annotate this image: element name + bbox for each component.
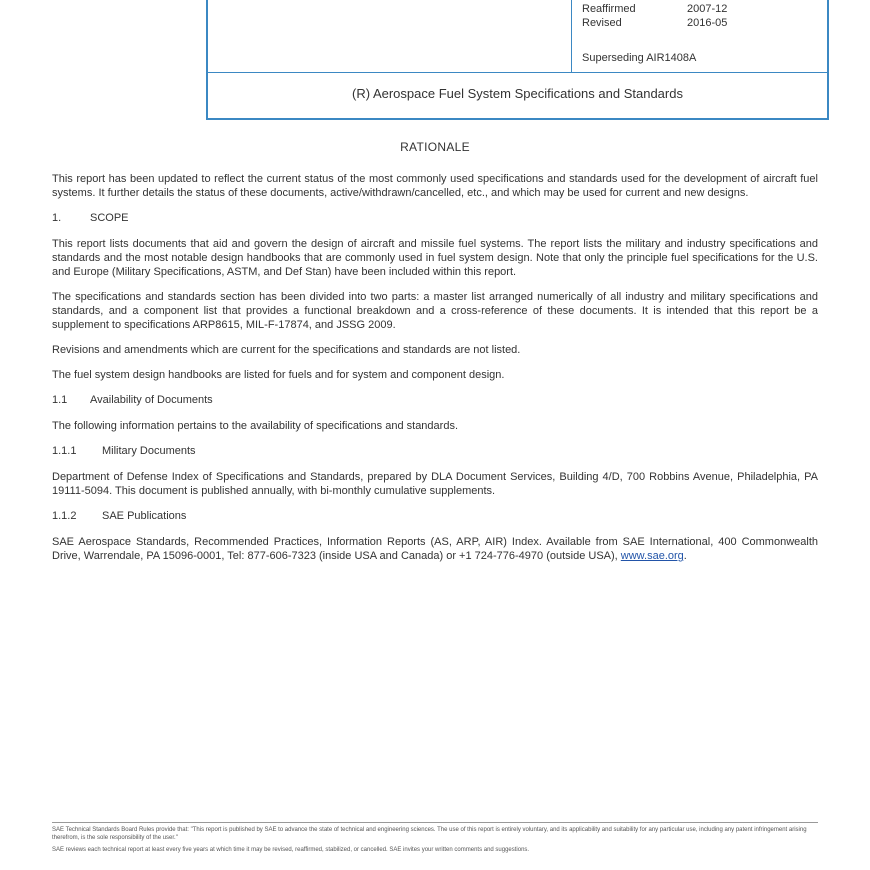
rationale-heading: RATIONALE xyxy=(400,140,470,154)
rationale-text: This report has been updated to reflect the current status of the most commonly used specifications and standards used for the development of aircraft fuel systems. It further details the status of these documents, active/withdrawn/cancelled, etc., and which may be used for current and new designs. xyxy=(52,173,818,199)
section-heading-sae xyxy=(52,509,818,523)
sae-website-link[interactable]: www.sae.org xyxy=(620,550,684,562)
header-divider xyxy=(208,72,827,73)
document-header-box xyxy=(206,0,829,120)
scope-paragraph: The fuel system design handbooks are listed for fuels and for system and component design. xyxy=(52,369,505,381)
section-heading-military xyxy=(52,444,818,458)
scope-paragraph: Revisions and amendments which are current for the specifications and standards are not listed. xyxy=(52,344,521,356)
footer-notice xyxy=(52,826,818,858)
superseding-note: Superseding AIR1408A xyxy=(582,52,697,64)
section-title: SAE Publications xyxy=(102,510,187,522)
footer-line: SAE Technical Standards Board Rules provide that: "This report is published by SAE to advance the state of technical and engineering sciences. The use of this report is entirely voluntary, and its applicability and suitability for any particular use, including any patent infringement arising therefrom, is the sole responsibility of the user." xyxy=(52,827,807,841)
header-meta xyxy=(582,2,727,30)
sae-text-end: . xyxy=(683,550,687,562)
sae-text xyxy=(52,535,818,563)
meta-value: 2007-12 xyxy=(687,3,728,15)
section-title: Availability of Documents xyxy=(90,394,213,406)
scope-paragraph: This report lists documents that aid and govern the design of aircraft and missile fuel systems. The report lists the military and industry specifications and standards and the most notable design handbooks that are commonly used in fuel system design. Note that only the principle fuel specifications for the U.S. and Europe (Military Specifications, ASTM, and Def Stan) have been included within this report. xyxy=(52,238,818,278)
meta-row-revised xyxy=(582,16,727,30)
meta-row-reaffirmed xyxy=(582,2,727,16)
footer-rule xyxy=(52,822,818,823)
meta-label: Revised xyxy=(582,17,622,29)
meta-value: 2016-05 xyxy=(687,17,728,29)
section-heading-scope xyxy=(52,211,818,225)
meta-label: Reaffirmed xyxy=(582,3,636,15)
document-body xyxy=(52,172,818,574)
sae-text-body: SAE Aerospace Standards, Recommended Practices, Information Reports (AS, ARP, AIR) Index. Available from SAE International, 400 Commonwealth Drive, Warrendale, PA 15096-0001, Tel: 877-606-7323 (inside USA and Canada) or +1 724-776-4970 (outside USA), xyxy=(52,536,818,562)
section-number: 1.1.1 xyxy=(52,445,77,457)
header-logo-area xyxy=(208,0,572,72)
military-text: Department of Defense Index of Specifications and Standards, prepared by DLA Document Services, Building 4/D, 700 Robbins Avenue, Philadelphia, PA 19111-5094. This document is published annually, with bi-monthly cumulative supplements. xyxy=(52,471,818,497)
section-title: SCOPE xyxy=(90,212,129,224)
scope-paragraph: The specifications and standards section has been divided into two parts: a master list arranged numerically of all industry and military specifications and standards, and a component list that provides a functional breakdown and a cross-reference of these documents. It is intended that this report be a supplement to specifications ARP8615, MIL-F-17874, and JSSG 2009. xyxy=(52,291,818,331)
section-number: 1.1.2 xyxy=(52,510,77,522)
section-number: 1.1 xyxy=(52,394,68,406)
document-title: (R) Aerospace Fuel System Specifications and Standards xyxy=(352,86,683,101)
section-title: Military Documents xyxy=(102,445,196,457)
section-number: 1. xyxy=(52,212,62,224)
section-heading-availability xyxy=(52,393,818,407)
availability-text: The following information pertains to the availability of specifications and standards. xyxy=(52,420,459,432)
footer-line: SAE reviews each technical report at least every five years at which time it may be revised, reaffirmed, stabilized, or cancelled. SAE invites your written comments and suggestions. xyxy=(52,847,530,853)
